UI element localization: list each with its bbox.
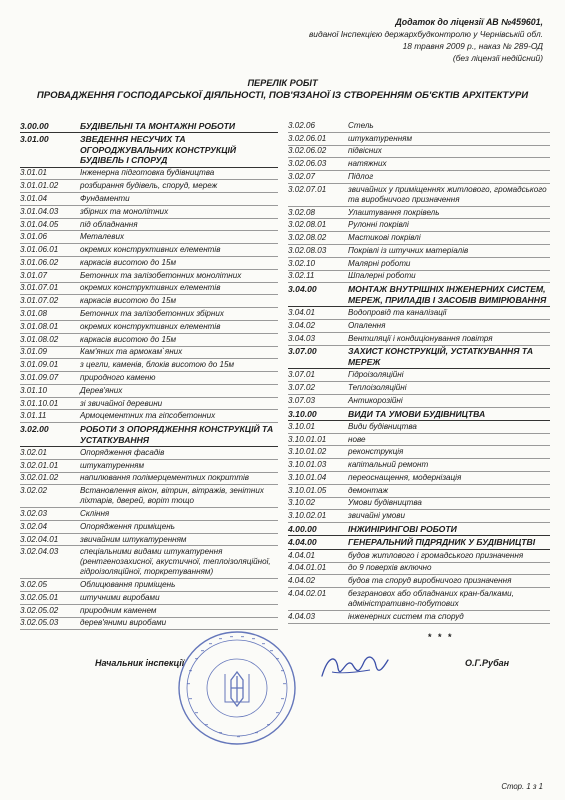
work-item-row [20, 385, 278, 398]
works-list-right-column [288, 120, 550, 624]
work-item-row [20, 347, 278, 360]
work-item-row [20, 592, 278, 605]
work-code: 3.02.04 [20, 521, 48, 531]
work-name: переоснащення, модернізація [348, 472, 462, 482]
work-code: 3.02.07 [288, 172, 316, 182]
page-number: Стор. 1 з 1 [501, 782, 543, 791]
work-item-row [288, 219, 550, 232]
work-name: нове [348, 434, 366, 444]
work-code: 4.04.01 [288, 550, 316, 560]
work-name: Фундаменти [80, 194, 130, 204]
work-name: природним каменем [80, 605, 157, 615]
work-code: 4.04.00 [288, 537, 317, 548]
work-item-row [288, 434, 550, 447]
work-code: 3.01.00 [20, 134, 49, 145]
work-name: розбирання будівель, споруд, мереж [80, 181, 218, 191]
work-code: 3.01.10.01 [20, 398, 59, 408]
work-code: 3.04.01 [288, 308, 316, 318]
work-item-row [20, 605, 278, 618]
work-code: 3.02.11 [288, 271, 315, 281]
work-code: 3.02.01.02 [20, 473, 59, 483]
work-name: Види будівництва [348, 421, 417, 431]
work-item-row [20, 321, 278, 334]
work-name: звичайним штукатуренням [80, 534, 187, 544]
work-name: Опорядження фасадів [80, 447, 165, 457]
work-code: 3.01.09.07 [20, 372, 59, 382]
work-code: 3.01.08.02 [20, 334, 59, 344]
work-code: 3.02.06.03 [288, 159, 327, 169]
work-name: Шпалерні роботи [348, 271, 416, 281]
section-heading-row [288, 346, 550, 370]
work-name: Водопровід та каналізації [348, 308, 447, 318]
work-item-row [20, 295, 278, 308]
work-code: 3.02.05.02 [20, 605, 59, 615]
work-code: 3.01.01.02 [20, 181, 59, 191]
work-name: будов житлового і громадського призначення [348, 550, 524, 560]
work-code: 3.02.06 [288, 120, 316, 130]
works-list-left-column [20, 120, 278, 630]
work-code: 3.01.07.02 [20, 296, 59, 306]
work-name: штучними виробами [80, 592, 160, 602]
work-code: 4.04.03 [288, 611, 316, 621]
work-name: Бетонних та залізобетонних збірних [80, 309, 224, 319]
work-item-row [288, 382, 550, 395]
work-item-row [288, 207, 550, 220]
signatory-title: Начальник інспекції [95, 658, 185, 668]
work-item-row [288, 485, 550, 498]
work-code: 3.10.01.05 [288, 485, 327, 495]
work-item-row [288, 146, 550, 159]
work-name: звичайні умови [348, 511, 406, 521]
work-item-row [288, 550, 550, 563]
work-item-row [20, 485, 278, 508]
work-item-row [20, 398, 278, 411]
work-name: Інженерна підготовка будівництва [80, 168, 215, 178]
work-item-row [288, 498, 550, 511]
work-name: капітальний ремонт [348, 460, 429, 470]
section-heading-row [288, 523, 550, 536]
work-name: Умови будівництва [348, 498, 422, 508]
work-code: 3.04.00 [288, 284, 317, 295]
work-name: природного каменю [80, 372, 156, 382]
work-name: спеціальними видами штукатурення (рентгенозахисної, акустичної, теплоізоляційної, гідроізоляційної, торкретуванням) [80, 547, 271, 577]
work-code: 3.01.07 [20, 270, 48, 280]
work-code: 3.01.04.03 [20, 206, 59, 216]
work-item-row [20, 334, 278, 347]
work-name: штукатуренням [80, 460, 145, 470]
work-code: 3.07.02 [288, 382, 316, 392]
work-code: 3.02.00 [20, 424, 49, 435]
work-code: 3.02.05.03 [20, 618, 59, 628]
work-name: Бетонних та залізобетонних монолітних [80, 270, 242, 280]
work-item-row [288, 232, 550, 245]
work-code: 3.10.01.02 [288, 447, 327, 457]
work-code: 3.01.04.05 [20, 219, 59, 229]
work-name: каркасів висотою до 15м [80, 296, 177, 306]
work-item-row [288, 510, 550, 523]
work-item-row [20, 283, 278, 296]
work-code: 3.04.03 [288, 333, 316, 343]
work-item-row [20, 219, 278, 232]
work-item-row [20, 473, 278, 486]
work-item-row [288, 171, 550, 184]
work-item-row [20, 372, 278, 385]
work-name: Антикорозійні [348, 395, 403, 405]
work-item-row [20, 168, 278, 181]
work-code: 4.04.02.01 [288, 588, 327, 598]
work-item-row [20, 579, 278, 592]
work-name: ЗВЕДЕННЯ НЕСУЧИХ ТА ОГОРОДЖУВАЛЬНИХ КОНСТРУКЦІЙ БУДІВЕЛЬ І СПОРУД [80, 134, 237, 166]
work-item-row [288, 395, 550, 408]
work-code: 3.01.07.01 [20, 283, 59, 293]
work-name: Вентиляції і кондиціонування повітря [348, 333, 493, 343]
work-code: 3.02.08.03 [288, 245, 327, 255]
work-code: 3.07.00 [288, 346, 317, 357]
work-code: 3.10.02.01 [288, 511, 327, 521]
work-code: 4.04.01.01 [288, 563, 327, 573]
work-name: Улаштування покрівель [348, 207, 440, 217]
end-marker: * * * [428, 632, 454, 642]
work-name: МОНТАЖ ВНУТРІШНІХ ІНЖЕНЕРНИХ СИСТЕМ, МЕРЕЖ, ПРИЛАДІВ І ЗАСОБІВ ВИМІРЮВАННЯ [348, 284, 547, 305]
work-name: Підлог [348, 172, 374, 182]
work-code: 3.10.00 [288, 408, 317, 419]
work-item-row [288, 271, 550, 284]
work-code: 3.02.01.01 [20, 460, 59, 470]
work-code: 3.01.01 [20, 168, 48, 178]
work-name: інженерних систем та споруд [348, 611, 464, 621]
work-code: 3.07.03 [288, 395, 316, 405]
work-item-row [20, 447, 278, 460]
work-name: ГЕНЕРАЛЬНИЙ ПІДРЯДНИК У БУДІВНИЦТВІ [348, 537, 536, 548]
work-name: Теплоізоляційні [348, 382, 407, 392]
work-code: 3.01.06.01 [20, 245, 59, 255]
work-name: натяжних [348, 159, 387, 169]
work-code: 3.01.10 [20, 385, 48, 395]
work-item-row [20, 257, 278, 270]
work-item-row [288, 575, 550, 588]
work-name: Гідроізоляційні [348, 370, 404, 380]
work-code: 3.02.10 [288, 258, 316, 268]
header-line-3: 18 травня 2009 р., наказ № 289-ОД [402, 41, 543, 51]
work-name: збірних та монолітних [80, 206, 169, 216]
header-line-1: Додаток до ліцензії АВ №459601, [395, 17, 543, 27]
work-code: 4.04.02 [288, 576, 316, 586]
work-name: Скління [80, 508, 110, 518]
work-name: ІНЖИНІРИНГОВІ РОБОТИ [348, 524, 457, 535]
work-code: 3.02.04.03 [20, 547, 59, 557]
work-item-row [288, 563, 550, 576]
work-name: Встановлення вікон, вітрин, вітражів, зенітних ліхтарів, дверей, воріт тощо [80, 486, 264, 506]
work-code: 3.10.02 [288, 498, 316, 508]
section-heading-row [288, 283, 550, 307]
work-name: з цегли, каменів, блоків висотою до 15м [80, 360, 235, 370]
work-code: 3.02.08.02 [288, 233, 327, 243]
work-code: 3.04.02 [288, 320, 316, 330]
document-subtitle: ПРОВАДЖЕННЯ ГОСПОДАРСЬКОЇ ДІЯЛЬНОСТІ, ПОВ'ЯЗАНОЇ ІЗ СТВОРЕННЯМ ОБ'ЄКТІВ АРХІТЕКТУРИ [36, 90, 529, 101]
work-item-row [20, 180, 278, 193]
work-item-row [288, 446, 550, 459]
work-name: демонтаж [348, 485, 389, 495]
work-code: 3.00.00 [20, 120, 49, 131]
work-item-row [20, 270, 278, 283]
work-name: окремих конструктивних елементів [80, 283, 221, 293]
work-code: 3.02.06.02 [288, 146, 327, 156]
work-item-row [288, 307, 550, 320]
work-item-row [20, 410, 278, 423]
work-name: зі звичайної деревини [80, 398, 163, 408]
work-item-row [288, 472, 550, 485]
work-code: 3.02.08.01 [288, 220, 327, 230]
work-name: Опалення [348, 320, 386, 330]
work-item-row [20, 546, 278, 579]
work-name: дерев'яними виробами [80, 618, 167, 628]
work-item-row [20, 308, 278, 321]
work-name: Покрівлі із штучних матеріалів [348, 245, 469, 255]
work-item-row [288, 421, 550, 434]
work-item-row [20, 521, 278, 534]
work-item-row [20, 534, 278, 547]
work-item-row [288, 333, 550, 346]
work-name: Дерев'яних [80, 385, 123, 395]
work-code: 3.02.05 [20, 580, 48, 590]
work-code: 3.10.01.03 [288, 460, 327, 470]
work-item-row [20, 359, 278, 372]
work-item-row [288, 611, 550, 624]
work-name: звичайних у приміщеннях житлового, громадського та виробничого призначення [348, 184, 547, 204]
work-item-row [288, 245, 550, 258]
work-item-row [288, 459, 550, 472]
work-name: Металевих [80, 232, 125, 242]
work-item-row [20, 193, 278, 206]
work-code: 3.02.07.01 [288, 184, 327, 194]
section-heading-row [20, 120, 278, 133]
work-name: Мастикові покрівлі [348, 233, 421, 243]
work-name: будов та споруд виробничого призначення [348, 576, 512, 586]
work-code: 3.02.08 [288, 207, 316, 217]
work-item-row [288, 158, 550, 171]
work-name: окремих конструктивних елементів [80, 321, 221, 331]
section-heading-row [20, 133, 278, 167]
work-name: Армоцементних та гіпсобетонних [80, 411, 216, 421]
work-name: Опорядження приміщень [80, 521, 175, 531]
work-name: безграновох або обладнаних кран-балками, адміністративно-побутових [348, 588, 514, 608]
work-name: підвісних [348, 146, 382, 156]
work-item-row [20, 206, 278, 219]
work-name: під обладнання [80, 219, 138, 229]
work-code: 3.01.06 [20, 232, 48, 242]
work-code: 3.07.01 [288, 370, 316, 380]
work-code: 3.01.11 [20, 411, 47, 421]
work-code: 3.10.01 [288, 421, 316, 431]
work-name: ЗАХИСТ КОНСТРУКЦІЙ, УСТАТКУВАННЯ ТА МЕРЕЖ [348, 346, 534, 367]
work-name: БУДІВЕЛЬНІ ТА МОНТАЖНІ РОБОТИ [80, 120, 236, 131]
work-code: 3.01.09 [20, 347, 48, 357]
header-line-2: виданої Інспекцією держархбудконтролю у Чернівській обл. [308, 29, 543, 39]
work-item-row [288, 369, 550, 382]
work-item-row [20, 508, 278, 521]
work-name: РОБОТИ З ОПОРЯДЖЕННЯ КОНСТРУКЦІЙ ТА УСТАТКУВАННЯ [80, 424, 274, 445]
handwritten-signature [318, 646, 390, 686]
section-heading-row [288, 408, 550, 421]
work-name: Кам'яних та армокам`яних [80, 347, 183, 357]
section-heading-row [20, 423, 278, 447]
section-heading-row [288, 536, 550, 549]
work-item-row [20, 244, 278, 257]
work-item-row [288, 588, 550, 611]
work-item-row [288, 320, 550, 333]
document-title: ПЕРЕЛІК РОБІТ [247, 78, 318, 88]
work-name: Стель [348, 120, 374, 130]
work-name: напилювання полімерцементних покриттів [80, 473, 250, 483]
work-code: 3.01.06.02 [20, 257, 59, 267]
license-annex-header [309, 16, 543, 64]
work-name: каркасів висотою до 15м [80, 257, 177, 267]
work-item-row [288, 133, 550, 146]
work-code: 3.02.02 [20, 486, 48, 496]
work-code: 4.00.00 [288, 524, 317, 535]
work-name: каркасів висотою до 15м [80, 334, 177, 344]
work-item-row [20, 460, 278, 473]
work-code: 3.01.04 [20, 194, 48, 204]
work-code: 3.10.01.04 [288, 472, 327, 482]
work-code: 3.10.01.01 [288, 434, 327, 444]
work-name: Рулонні покрівлі [348, 220, 409, 230]
work-item-row [288, 120, 550, 133]
work-code: 3.01.08 [20, 309, 48, 319]
work-code: 3.02.03 [20, 508, 48, 518]
work-name: ВИДИ ТА УМОВИ БУДІВНИЦТВА [348, 408, 486, 419]
work-name: окремих конструктивних елементів [80, 245, 221, 255]
work-name: Малярні роботи [348, 258, 411, 268]
work-item-row [288, 258, 550, 271]
work-name: до 9 поверхів включно [348, 563, 432, 573]
work-code: 3.01.08.01 [20, 321, 59, 331]
work-code: 3.02.04.01 [20, 534, 59, 544]
header-line-4: (без ліцензії недійсний) [452, 53, 543, 63]
work-code: 3.02.06.01 [288, 133, 327, 143]
work-item-row [20, 231, 278, 244]
work-item-row [288, 184, 550, 207]
work-code: 3.02.05.01 [20, 592, 59, 602]
work-name: Облицювання приміщень [80, 580, 176, 590]
work-code: 3.02.01 [20, 447, 48, 457]
work-name: реконструкція [348, 447, 404, 457]
work-name: штукатуренням [348, 133, 413, 143]
official-seal-stamp [175, 628, 300, 748]
signatory-name: О.Г.Рубан [465, 658, 510, 668]
work-code: 3.01.09.01 [20, 360, 59, 370]
